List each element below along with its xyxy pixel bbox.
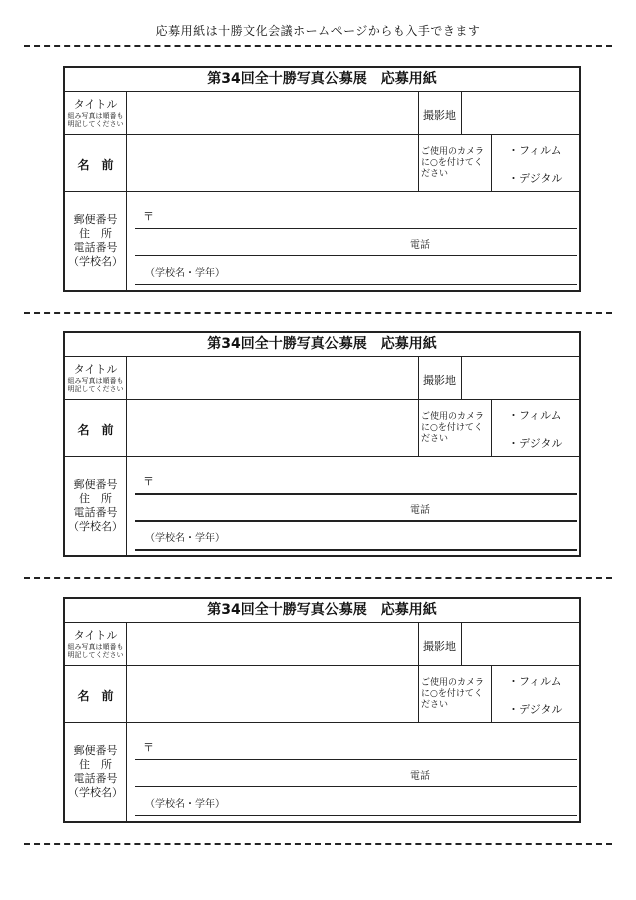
phone-label: 電話 xyxy=(410,240,430,251)
name-input[interactable] xyxy=(127,135,417,190)
form-title: 第34回全十勝写真公募展 応募用紙 xyxy=(65,68,579,92)
col-divider xyxy=(418,91,419,191)
row-divider xyxy=(65,722,579,723)
notice-text: 応募用紙は十勝文化会議ホームページからも入手できます xyxy=(155,24,481,38)
title-note-line1: 組み写真は順番も xyxy=(67,377,124,385)
name-label: 名 前 xyxy=(77,689,114,703)
postal-line[interactable] xyxy=(135,228,577,229)
school-line[interactable] xyxy=(135,549,577,551)
col-divider xyxy=(491,134,492,191)
option-digital[interactable]: ・デジタル xyxy=(508,437,563,450)
location-input[interactable] xyxy=(462,623,579,664)
camera-note-line1: ご使用のカメラ xyxy=(421,147,485,157)
title-note-line2: 明記してください xyxy=(67,651,124,659)
address-label-line3: 電話番号 xyxy=(73,772,118,785)
address-label-line1: 郵便番号 xyxy=(73,478,118,491)
camera-note-line2: に○を付けてく xyxy=(421,689,483,699)
address-label-line2: 住 所 xyxy=(79,227,112,240)
address-label-line4: （学校名） xyxy=(68,255,123,268)
title-input[interactable] xyxy=(127,357,417,398)
entry-form xyxy=(63,331,581,557)
location-label: 撮影地 xyxy=(423,640,456,653)
title-label: タイトル xyxy=(73,363,118,376)
address-label-line3: 電話番号 xyxy=(73,241,118,254)
address-label-line3: 電話番号 xyxy=(73,506,118,519)
school-line[interactable] xyxy=(135,815,577,816)
address-line[interactable] xyxy=(135,786,577,787)
title-note-line2: 明記してください xyxy=(67,385,124,393)
address-label-line1: 郵便番号 xyxy=(73,213,118,226)
option-digital[interactable]: ・デジタル xyxy=(508,703,563,716)
row-divider xyxy=(65,191,579,192)
title-input[interactable] xyxy=(127,623,417,664)
address-line[interactable] xyxy=(135,255,577,256)
postal-mark: 〒 xyxy=(143,741,154,754)
form-title: 第34回全十勝写真公募展 応募用紙 xyxy=(65,599,579,623)
option-film[interactable]: ・フィルム xyxy=(508,144,562,157)
name-input[interactable] xyxy=(127,666,417,721)
postal-mark: 〒 xyxy=(143,210,154,223)
cut-line xyxy=(24,577,612,579)
camera-note-line3: ださい xyxy=(421,169,449,179)
option-film[interactable]: ・フィルム xyxy=(508,675,562,688)
school-line[interactable] xyxy=(135,284,577,285)
school-label: （学校名・学年） xyxy=(145,533,225,544)
col-divider xyxy=(418,622,419,722)
location-input[interactable] xyxy=(462,92,579,133)
title-note-line1: 組み写真は順番も xyxy=(67,112,124,120)
title-input[interactable] xyxy=(127,92,417,133)
name-input[interactable] xyxy=(127,400,417,455)
address-label-line4: （学校名） xyxy=(68,786,123,799)
location-input[interactable] xyxy=(462,357,579,398)
name-label: 名 前 xyxy=(77,158,114,172)
title-label: タイトル xyxy=(73,98,118,111)
address-label-line2: 住 所 xyxy=(79,492,112,505)
form-title: 第34回全十勝写真公募展 応募用紙 xyxy=(65,333,579,357)
title-note-line2: 明記してください xyxy=(67,120,124,128)
col-divider xyxy=(491,665,492,722)
cut-line xyxy=(24,45,612,47)
location-label: 撮影地 xyxy=(423,374,456,387)
address-label-line4: （学校名） xyxy=(68,520,123,533)
cut-line xyxy=(24,843,612,845)
phone-label: 電話 xyxy=(410,505,430,516)
camera-note-line2: に○を付けてく xyxy=(421,158,483,168)
phone-label: 電話 xyxy=(410,771,430,782)
camera-note-line1: ご使用のカメラ xyxy=(421,678,485,688)
col-divider xyxy=(418,356,419,456)
option-digital[interactable]: ・デジタル xyxy=(508,172,563,185)
entry-form xyxy=(63,597,581,823)
address-label-line2: 住 所 xyxy=(79,758,112,771)
school-label: （学校名・学年） xyxy=(145,268,225,279)
location-label: 撮影地 xyxy=(423,109,456,122)
camera-note-line3: ださい xyxy=(421,700,449,710)
name-label: 名 前 xyxy=(77,423,114,437)
postal-line[interactable] xyxy=(135,493,577,495)
cut-line xyxy=(24,312,612,314)
address-line[interactable] xyxy=(135,520,577,522)
camera-note-line2: に○を付けてく xyxy=(421,423,483,433)
camera-note-line1: ご使用のカメラ xyxy=(421,412,485,422)
entry-form xyxy=(63,66,581,292)
postal-mark: 〒 xyxy=(143,475,154,488)
school-label: （学校名・学年） xyxy=(145,799,225,810)
col-divider xyxy=(491,399,492,456)
camera-note-line3: ださい xyxy=(421,434,449,444)
title-label: タイトル xyxy=(73,629,118,642)
address-label-line1: 郵便番号 xyxy=(73,744,118,757)
title-note-line1: 組み写真は順番も xyxy=(67,643,124,651)
postal-line[interactable] xyxy=(135,759,577,760)
option-film[interactable]: ・フィルム xyxy=(508,409,562,422)
row-divider xyxy=(65,456,579,457)
